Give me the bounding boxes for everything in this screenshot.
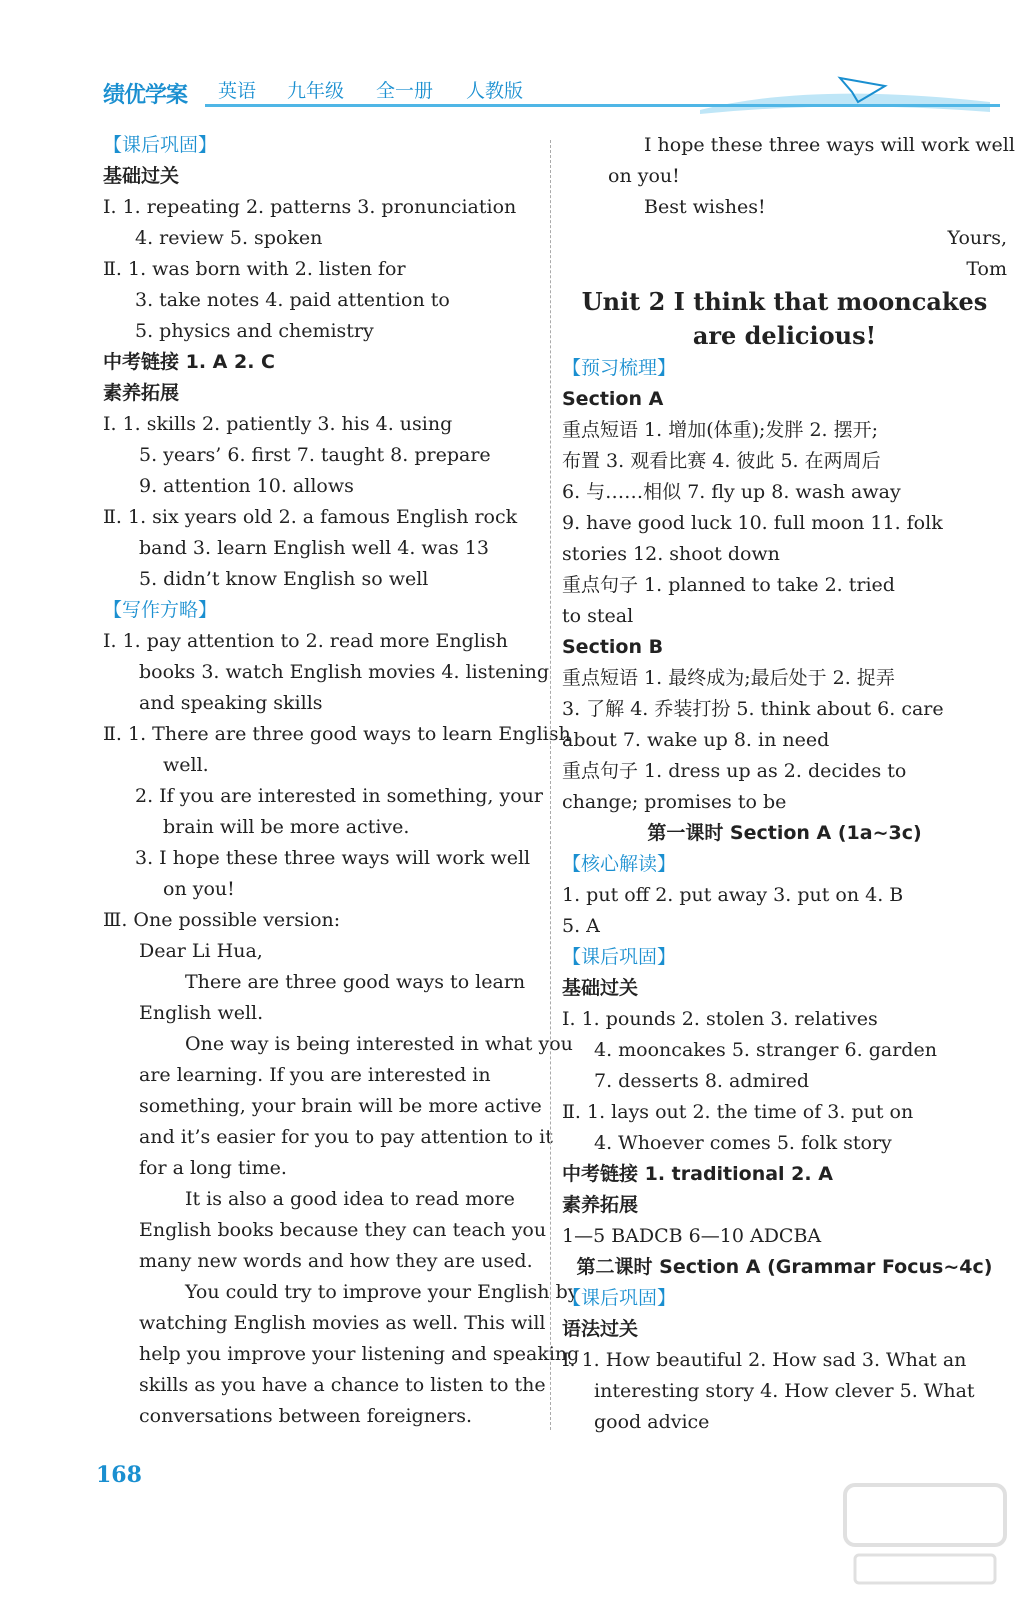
right-line: 【课后巩固】 (562, 1287, 677, 1309)
left-line: 3. take notes 4. paid attention to (135, 289, 450, 311)
left-line: many new words and how they are used. (139, 1250, 533, 1272)
left-line: Ⅲ. One possible version: (103, 909, 341, 931)
left-line: You could try to improve your English by (185, 1281, 579, 1303)
header-edition: 人教版 (466, 80, 524, 102)
right-line: 第一课时 Section A (1a~3c) (647, 822, 922, 844)
left-line: are learning. If you are interested in (139, 1064, 491, 1086)
right-line: to steal (562, 605, 634, 627)
left-line: There are three good ways to learn (185, 971, 526, 993)
left-line: and speaking skills (139, 692, 323, 714)
left-line: English well. (139, 1002, 264, 1024)
left-line: 9. attention 10. allows (139, 475, 354, 497)
left-line: 3. I hope these three ways will work well (135, 847, 531, 869)
right-line: 第二课时 Section A (Grammar Focus~4c) (576, 1256, 993, 1278)
right-line: 4. Whoever comes 5. folk story (594, 1132, 892, 1154)
right-line: Ⅰ. 1. pounds 2. stolen 3. relatives (562, 1008, 878, 1030)
right-line: 【课后巩固】 (562, 946, 677, 968)
right-line: 重点句子 1. dress up as 2. decides to (562, 760, 907, 782)
left-line: conversations between foreigners. (139, 1405, 473, 1427)
left-line: well. (163, 754, 209, 776)
right-line: 素养拓展 (562, 1194, 639, 1216)
left-line: Ⅰ. 1. skills 2. patiently 3. his 4. using (103, 413, 453, 435)
right-line: stories 12. shoot down (562, 543, 780, 565)
left-line: Ⅰ. 1. pay attention to 2. read more English (103, 630, 508, 652)
right-line: about 7. wake up 8. in need (562, 729, 830, 751)
right-line: 1. put off 2. put away 3. put on 4. B (562, 884, 904, 906)
right-line: 1—5 BADCB 6—10 ADCBA (562, 1225, 822, 1247)
right-line: 重点句子 1. planned to take 2. tried (562, 574, 895, 596)
left-line: Ⅱ. 1. six years old 2. a famous English rock (103, 506, 518, 528)
page-header (0, 58, 1034, 118)
left-line: brain will be more active. (163, 816, 410, 838)
left-line: 5. years’ 6. first 7. taught 8. prepare (139, 444, 491, 466)
left-line: help you improve your listening and speaking (139, 1343, 580, 1365)
left-line: 【写作方略】 (103, 599, 218, 621)
right-line: on you! (608, 165, 680, 187)
left-line: and it’s easier for you to pay attention to it (139, 1126, 553, 1148)
right-line: 3. 了解 4. 乔装打扮 5. think about 6. care (562, 698, 944, 720)
right-line: 【核心解读】 (562, 853, 677, 875)
right-line: Best wishes! (644, 196, 766, 218)
right-line: 重点短语 1. 增加(体重);发胖 2. 摆开; (562, 419, 879, 441)
left-line: on you! (163, 878, 235, 900)
left-line: 4. review 5. spoken (135, 227, 323, 249)
right-line: Ⅰ. 1. How beautiful 2. How sad 3. What an (562, 1349, 967, 1371)
right-line: Tom (966, 258, 1007, 280)
left-line: English books because they can teach you (139, 1219, 547, 1241)
right-line: 重点短语 1. 最终成为;最后处于 2. 捉弄 (562, 667, 895, 689)
left-line: One way is being interested in what you (185, 1033, 573, 1055)
left-line: Ⅱ. 1. was born with 2. listen for (103, 258, 406, 280)
right-line: 【预习梳理】 (562, 357, 677, 379)
left-line: something, your brain will be more active (139, 1095, 542, 1117)
header-volume: 全一册 (376, 80, 434, 102)
page-number: 168 (96, 1462, 142, 1488)
right-line: 语法过关 (562, 1318, 639, 1340)
right-line: Yours, (947, 227, 1007, 249)
right-line: 6. 与……相似 7. fly up 8. wash away (562, 481, 901, 503)
left-line: 5. didn’t know English so well (139, 568, 429, 590)
right-line: Section A (562, 388, 664, 410)
right-line: good advice (594, 1411, 710, 1433)
right-line: 7. desserts 8. admired (594, 1070, 810, 1092)
left-line: band 3. learn English well 4. was 13 (139, 537, 489, 559)
right-line: Unit 2 I think that mooncakes are delicious! (581, 287, 988, 350)
header-grade: 九年级 (287, 80, 345, 102)
right-line: Section B (562, 636, 664, 658)
left-line: 2. If you are interested in something, your (135, 785, 543, 807)
left-line: Dear Li Hua, (139, 940, 263, 962)
watermark-logo (840, 1480, 1010, 1590)
right-line: 9. have good luck 10. full moon 11. folk (562, 512, 943, 534)
left-line: It is also a good idea to read more (185, 1188, 515, 1210)
right-line: 布置 3. 观看比赛 4. 彼此 5. 在两周后 (562, 450, 881, 472)
left-line: 中考链接 1. A 2. C (103, 351, 275, 373)
left-line: 基础过关 (103, 165, 180, 187)
header-subject: 英语 (218, 80, 257, 102)
right-line: I hope these three ways will work well (644, 134, 1015, 156)
left-line: for a long time. (139, 1157, 287, 1179)
left-line: 5. physics and chemistry (135, 320, 374, 342)
paper-plane-icon (690, 72, 1000, 116)
header-rule (205, 104, 1000, 107)
right-line: 基础过关 (562, 977, 639, 999)
left-line: Ⅰ. 1. repeating 2. patterns 3. pronunciation (103, 196, 517, 218)
right-line: change; promises to be (562, 791, 787, 813)
right-line: interesting story 4. How clever 5. What (594, 1380, 975, 1402)
right-line: 4. mooncakes 5. stranger 6. garden (594, 1039, 937, 1061)
left-line: 素养拓展 (103, 382, 180, 404)
left-line: Ⅱ. 1. There are three good ways to learn English (103, 723, 571, 745)
right-column (562, 130, 1015, 1438)
left-line: books 3. watch English movies 4. listening (139, 661, 550, 683)
column-divider (550, 140, 551, 1430)
right-line: Ⅱ. 1. lays out 2. the time of 3. put on (562, 1101, 914, 1123)
left-line: skills as you have a chance to listen to the (139, 1374, 546, 1396)
brand-logo: 绩优学案 (103, 83, 188, 108)
right-line: 中考链接 1. traditional 2. A (562, 1163, 833, 1185)
left-line: watching English movies as well. This will (139, 1312, 546, 1334)
left-column (103, 130, 580, 1432)
right-line: 5. A (562, 915, 600, 937)
left-line: 【课后巩固】 (103, 134, 218, 156)
